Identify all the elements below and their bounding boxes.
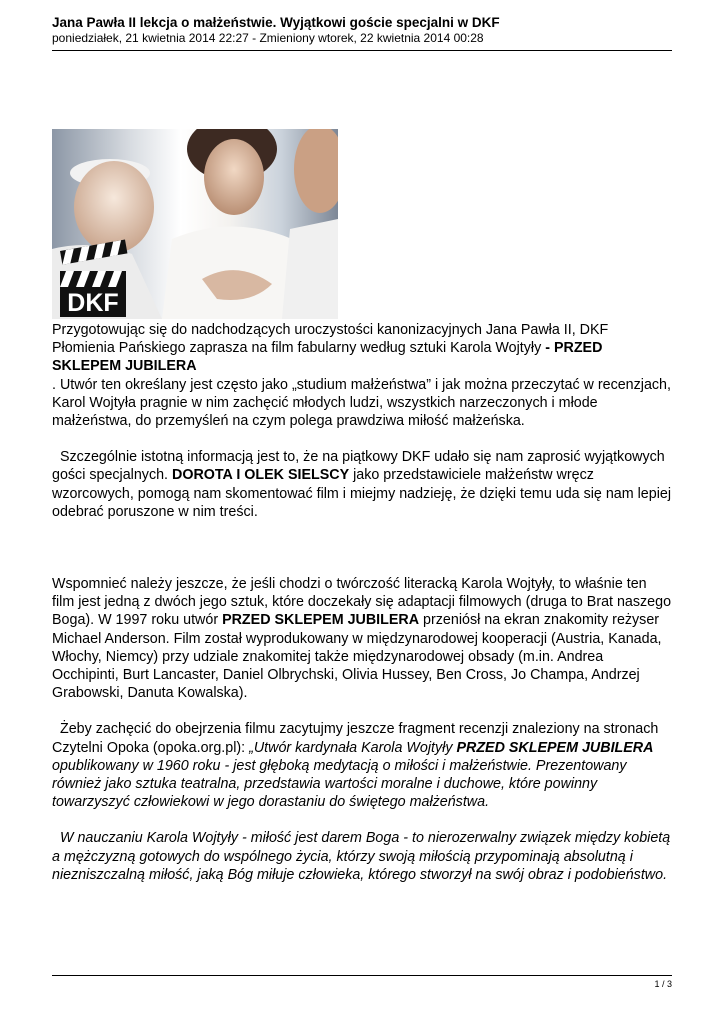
dkf-logo <box>60 240 127 317</box>
document-header <box>52 14 672 46</box>
logo-text: DKF <box>67 289 119 317</box>
date-meta: poniedziałek, 21 kwietnia 2014 22:27 - Zmieniony wtorek, 22 kwietnia 2014 00:28 <box>52 31 484 45</box>
film-poster-image <box>52 129 338 319</box>
paragraph-film-info: Wspomnieć należy jeszcze, że jeśli chodzi o twórczość literacką Karola Wojtyły, to właśnie ten film jest jedną z dwóch jego sztuk, które doczekały się adaptacji filmowych (druga to Brat naszego Boga). W 1997 roku utwór PRZED SKLEPEM JUBILERA przeniósł na ekran znakomity reżyser Michael Anderson. Film został wyprodukowany w międzynarodowej kooperacji (Austria, Kanada, Włochy, Niemcy) przy udziale znakomitej także międzynarodowej obsady (m.in. Andrea Occhipinti, Burt Lancaster, Daniel Olbrychski, Olivia Hussey, Ben Cross, Jo Champa, Andrzej Grabowski, Danuta Kowalska). <box>52 576 672 702</box>
page-number: 1 / 3 <box>654 979 672 989</box>
page-title: Jana Pawła II lekcja o małżeństwie. Wyjątkowi goście specjalni w DKF <box>52 15 500 30</box>
bride-face-shape <box>204 139 264 215</box>
header-divider <box>52 50 672 51</box>
paragraph-teaching: W nauczaniu Karola Wojtyły - miłość jest darem Boga - to nierozerwalny związek między kobietą a mężczyzną gotowych do wspólnego życia, którzy swoją miłością przypominają absolutną i niezniszczalną miłość, jaką Bóg miłuje człowieka, którego stworzył na swój obraz i podobieństwo. <box>52 830 671 883</box>
article-body <box>52 321 672 884</box>
poster-illustration <box>52 129 338 319</box>
paragraph-intro: Przygotowując się do nadchodzących uroczystości kanonizacyjnych Jana Pawła II, DKF Płomienia Pańskiego zaprasza na film fabularny według sztuki Karola Wojtyły - PRZED SKLEPEM JUBILERA . Utwór ten określany jest często jako „studium małżeństwa” i jak można przeczytać w recenzjach, Karol Wojtyła pragnie w nim zachęcić młodych ludzi, wszystkich narzeczonych i młode małżeństwa, do przemyśleń na czym polega prawdziwa miłość małżeńska. <box>52 322 671 430</box>
groom-face-shape <box>294 129 338 213</box>
groom-shirt-shape <box>282 219 338 319</box>
paragraph-guests: Szczególnie istotną informacją jest to, że na piątkowy DKF udało się nam zaprosić wyjątkowych gości specjalnych. DOROTA I OLEK SIELSCY jako przedstawiciele małżeństw wręcz wzorcowych, pomogą nam skomentować film i miejmy nadzieję, że dzięki temu uda się nam lepiej odebrać poruszone w nim treści. <box>52 449 671 520</box>
paragraph-review-quote: Żeby zachęcić do obejrzenia filmu zacytujmy jeszcze fragment recenzji znaleziony na stronach Czytelni Opoka (opoka.org.pl): „Utwór kardynała Karola Wojtyły PRZED SKLEPEM JUBILERA opublikowany w 1960 roku - jest głęboką medytacją o miłości i małżeństwie. Prezentowany również jako sztuka teatralna, przedstawia wartości moralne i duchowe, które powinny towarzyszyć człowiekowi w jego dorastaniu do świętego małżeństwa. <box>52 721 659 811</box>
pope-face-shape <box>74 161 154 253</box>
footer-divider <box>52 975 672 976</box>
